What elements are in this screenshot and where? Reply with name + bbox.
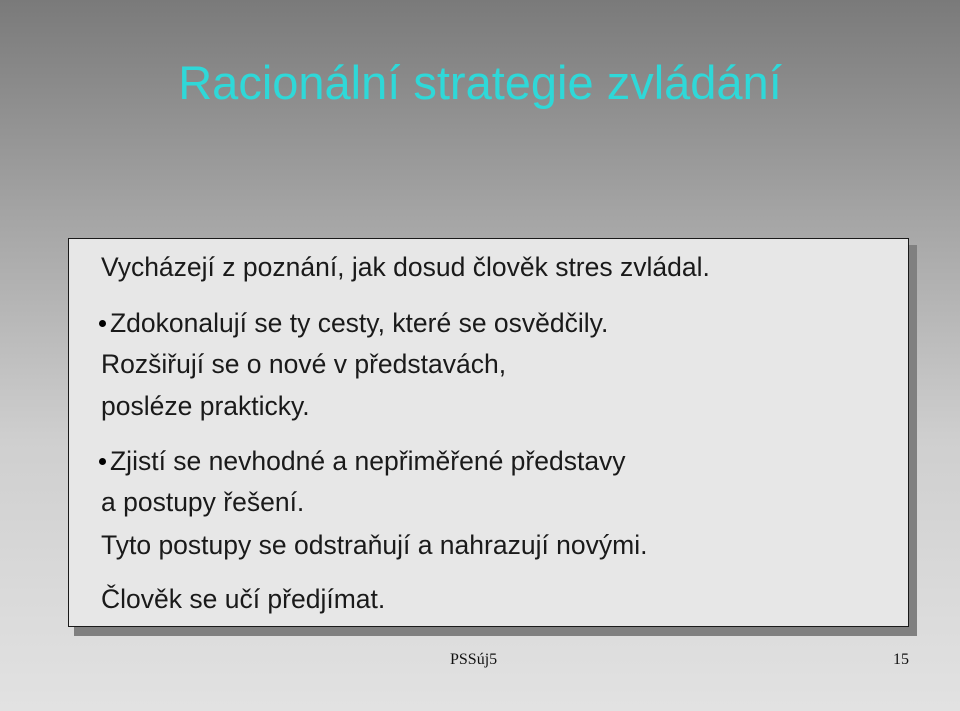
line-text: Vycházejí z poznání, jak dosud člověk stres zvládal.: [101, 252, 710, 282]
text-line: [101, 250, 710, 284]
line-text: Člověk se učí předjímat.: [101, 584, 386, 614]
line-text: posléze prakticky.: [101, 391, 310, 421]
text-line: [101, 582, 385, 616]
text-line: [101, 347, 506, 381]
footer-label: PSSúj5: [450, 651, 498, 668]
line-text: Zdokonalují se ty cesty, které se osvědčily.: [110, 308, 609, 338]
line-text: Zjistí se nevhodné a nepřiměřené představy: [110, 446, 626, 476]
text-line: [101, 528, 648, 562]
bullet-dot-icon: [99, 458, 106, 465]
bullet-item: [101, 444, 626, 478]
content-box: [68, 238, 909, 627]
line-text: Tyto postupy se odstraňují a nahrazují novými.: [101, 530, 648, 560]
bullet-item: [101, 306, 608, 340]
text-line: [101, 389, 310, 423]
text-line: [101, 485, 304, 519]
bullet-dot-icon: [99, 320, 106, 327]
line-text: a postupy řešení.: [101, 487, 305, 517]
slide-title: Racionální strategie zvládání: [178, 56, 782, 109]
line-text: Rozšiřují se o nové v představách,: [101, 349, 507, 379]
page-number: 15: [893, 651, 909, 668]
